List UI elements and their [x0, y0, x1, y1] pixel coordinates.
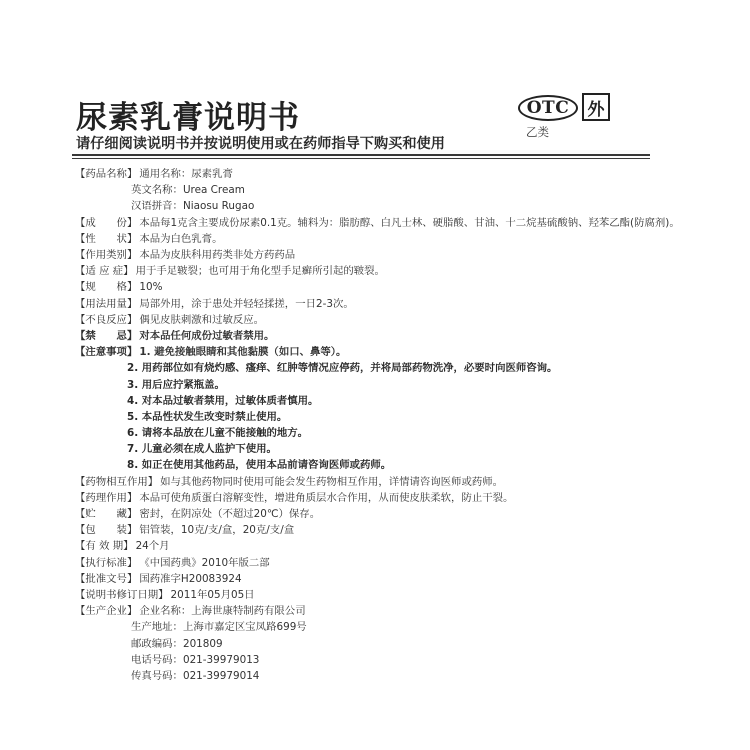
- pharmacology-row: [75, 490, 675, 506]
- revision-label: 【说明书修订日期】: [75, 588, 169, 601]
- package-row: [75, 522, 675, 538]
- otc-category: 乙类: [526, 125, 549, 139]
- composition-value: 本品每1克含主要成份尿素0.1克。辅料为：脂肪醇、白凡士林、硬脂酸、甘油、十二烷基硫酸钠、羟苯乙酯(防腐剂)。: [139, 216, 680, 229]
- contraindication-label: 【禁 忌】: [75, 329, 138, 342]
- precaution-item: 7. 儿童必须在成人监护下使用。: [127, 443, 277, 456]
- indication-row: [75, 263, 675, 279]
- manufacturer-label: 【生产企业】: [75, 605, 138, 618]
- pharmacology-label: 【药理作用】: [75, 491, 138, 504]
- fax-row: [75, 668, 675, 684]
- address-row: [75, 619, 675, 635]
- storage-label: 【贮 藏】: [75, 508, 138, 521]
- standard-value: 《中国药典》2010年版二部: [139, 556, 270, 569]
- composition-row: [75, 215, 680, 231]
- standard-label: 【执行标准】: [75, 556, 138, 569]
- pinyin-name: Niaosu Rugao: [182, 200, 255, 213]
- phone-value: 021-39979013: [182, 653, 260, 666]
- revision-row: [75, 587, 675, 603]
- document-title: 尿素乳膏说明书: [76, 100, 300, 136]
- precautions-label: 【注意事项】: [75, 346, 138, 359]
- contraindication-value: 对本品任何成份过敏者禁用。: [139, 329, 275, 342]
- validity-row: [75, 538, 675, 554]
- postcode-value: 201809: [182, 637, 223, 650]
- validity-label: 【有 效 期】: [75, 540, 134, 553]
- category-label: 【作用类别】: [75, 249, 138, 262]
- pharmacology-value: 本品可使角质蛋白溶解变性，增进角质层水合作用，从而使皮肤柔软，防止干裂。: [139, 491, 514, 504]
- usage-row: [75, 296, 675, 312]
- address-key: 生产地址：: [131, 621, 183, 634]
- otc-badge-text: OTC: [526, 97, 570, 118]
- company-name-key: 企业名称：: [139, 605, 192, 618]
- package-label: 【包 装】: [75, 524, 138, 537]
- document-body: [75, 166, 680, 684]
- manufacturer-row: [75, 603, 675, 619]
- external-use-badge: 外: [582, 93, 610, 121]
- postcode-row: [75, 635, 675, 651]
- indication-label: 【适 应 症】: [75, 265, 134, 278]
- contraindication-row: [75, 328, 675, 344]
- generic-name: 尿素乳膏: [191, 168, 233, 181]
- english-name: Urea Cream: [182, 184, 245, 197]
- otc-badge: [518, 95, 578, 121]
- composition-label: 【成 份】: [75, 216, 138, 229]
- english-name-row: [75, 182, 675, 198]
- fax-key: 传真号码：: [131, 669, 183, 682]
- precaution-item: 6. 请将本品放在儿童不能接触的地方。: [127, 427, 309, 440]
- precaution-item: 5. 本品性状发生改变时禁止使用。: [127, 410, 288, 423]
- pinyin-key: 汉语拼音：: [131, 200, 183, 213]
- adverse-value: 偶见皮肤刺激和过敏反应。: [139, 313, 265, 326]
- appearance-row: [75, 231, 675, 247]
- postcode-key: 邮政编码：: [131, 637, 183, 650]
- drug-name-row: [75, 166, 675, 182]
- appearance-value: 本品为白色乳膏。: [139, 232, 223, 245]
- spec-label: 【规 格】: [75, 281, 138, 294]
- category-value: 本品为皮肤科用药类非处方药药品: [139, 249, 296, 262]
- fax-value: 021-39979014: [182, 669, 260, 682]
- package-value: 铝管装，10克/支/盒，20克/支/盒: [139, 524, 295, 537]
- storage-row: [75, 506, 675, 522]
- header-rule-top: [72, 154, 650, 156]
- approval-label: 【批准文号】: [75, 572, 138, 585]
- address-value: 上海市嘉定区宝凤路699号: [182, 621, 307, 634]
- phone-key: 电话号码：: [131, 653, 183, 666]
- approval-value: 国药准字H20083924: [139, 572, 242, 585]
- interaction-row: [75, 474, 675, 490]
- category-row: [75, 247, 675, 263]
- generic-name-key: 通用名称：: [139, 168, 192, 181]
- revision-value: 2011年05月05日: [170, 588, 255, 601]
- precaution-item: 3. 用后应拧紧瓶盖。: [127, 378, 225, 391]
- adverse-label: 【不良反应】: [75, 313, 138, 326]
- standard-row: [75, 555, 675, 571]
- adverse-row: [75, 312, 675, 328]
- indication-value: 用于手足皲裂；也可用于角化型手足癣所引起的皲裂。: [135, 265, 385, 278]
- pinyin-row: [75, 198, 675, 214]
- interaction-value: 如与其他药物同时使用可能会发生药物相互作用，详情请咨询医师或药师。: [160, 475, 504, 488]
- appearance-label: 【性 状】: [75, 232, 138, 245]
- precaution-item: 1. 避免接触眼睛和其他黏膜（如口、鼻等）。: [139, 346, 347, 359]
- document-subtitle: 请仔细阅读说明书并按说明使用或在药师指导下购买和使用: [76, 136, 445, 152]
- company-name: 上海世康特制药有限公司: [191, 605, 306, 618]
- usage-value: 局部外用，涂于患处并轻轻揉搓，一日2-3次。: [139, 297, 354, 310]
- drug-name-label: 【药品名称】: [75, 168, 138, 181]
- header-rule-bottom: [72, 158, 650, 159]
- storage-value: 密封，在阴凉处（不超过20℃）保存。: [139, 508, 321, 521]
- interaction-label: 【药物相互作用】: [75, 475, 159, 488]
- precaution-item: 4. 对本品过敏者禁用，过敏体质者慎用。: [127, 394, 319, 407]
- spec-row: [75, 279, 675, 295]
- precaution-item: 2. 用药部位如有烧灼感、瘙痒、红肿等情况应停药，并将局部药物洗净，必要时向医师咨询。: [127, 362, 558, 375]
- spec-value: 10%: [139, 281, 163, 294]
- validity-value: 24个月: [135, 540, 170, 553]
- english-name-key: 英文名称：: [131, 184, 183, 197]
- precaution-item: 8. 如正在使用其他药品，使用本品前请咨询医师或药师。: [127, 459, 392, 472]
- phone-row: [75, 652, 675, 668]
- usage-label: 【用法用量】: [75, 297, 138, 310]
- approval-row: [75, 571, 675, 587]
- precaution-row-1: [75, 344, 675, 360]
